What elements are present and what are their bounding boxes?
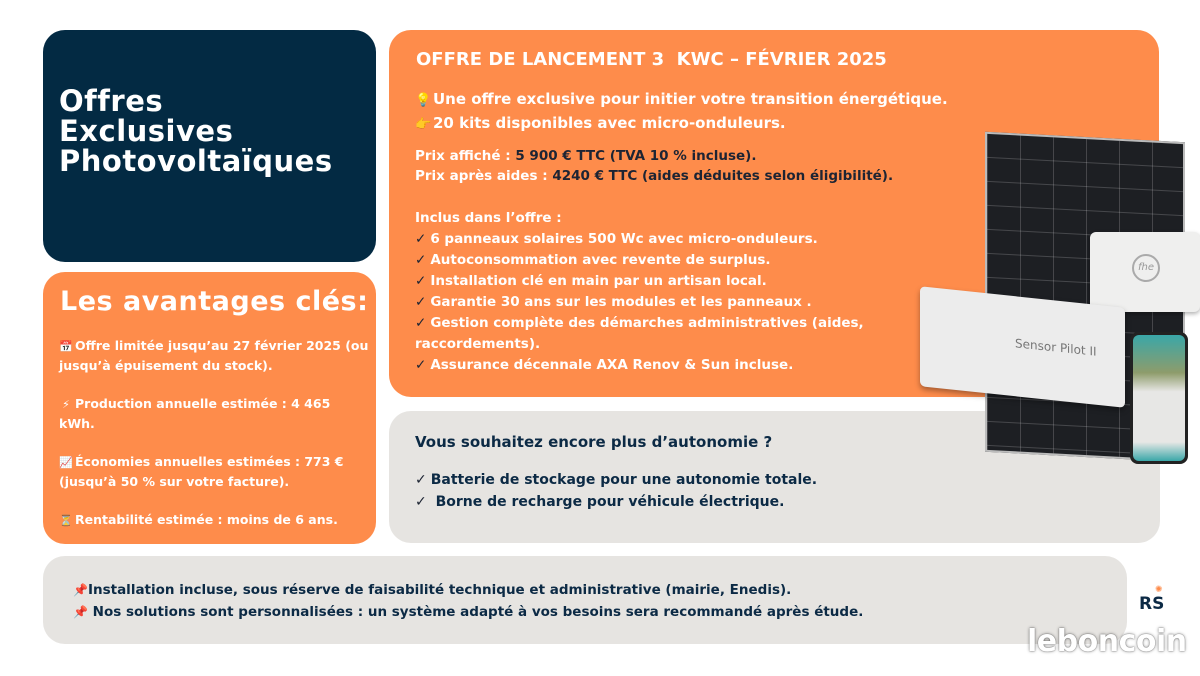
- checkmark-icon: ✓: [415, 273, 427, 289]
- advantage-item: [59, 510, 369, 530]
- included-heading: Inclus dans l’offre :: [415, 210, 562, 226]
- price-displayed: [415, 146, 893, 166]
- intro-text: 20 kits disponibles avec micro-onduleurs.: [433, 114, 786, 132]
- intro-line: [415, 88, 948, 112]
- note-item: [73, 601, 863, 623]
- included-item: [415, 250, 895, 271]
- offer-heading: OFFRE DE LANCEMENT 3 KWC – FÉVRIER 2025: [416, 49, 887, 70]
- calendar-icon: 📅: [59, 340, 73, 353]
- autonomy-item: [415, 491, 817, 513]
- included-item: [415, 355, 895, 376]
- included-item: [415, 229, 895, 250]
- page-title: [59, 86, 333, 176]
- sun-rays-icon: ✺: [1155, 585, 1163, 595]
- note-text: Installation incluse, sous réserve de faisabilité technique et administrative (mairie, Enedis).: [87, 582, 792, 598]
- pushpin-icon: 📌: [73, 583, 88, 597]
- checkmark-icon: ✓: [415, 472, 427, 488]
- included-item: [415, 271, 895, 292]
- included-text: Installation clé en main par un artisan local.: [430, 273, 767, 289]
- intro-line: [415, 112, 948, 136]
- title-line-1: Offres: [59, 84, 164, 118]
- price-after-aid: [415, 166, 893, 186]
- autonomy-question: Vous souhaitez encore plus d’autonomie ?: [415, 433, 773, 451]
- checkmark-icon: ✓: [415, 231, 427, 247]
- sensor-label: Sensor Pilot II: [1015, 336, 1097, 359]
- pointing-hand-icon: 👉: [415, 117, 432, 132]
- included-text: Assurance décennale AXA Renov & Sun incluse.: [430, 357, 794, 373]
- rs-logo: [1139, 585, 1165, 614]
- chart-increasing-icon: 📈: [59, 456, 73, 469]
- advantages-list: [59, 336, 369, 549]
- checkmark-icon: ✓: [415, 494, 427, 510]
- smartphone-app-image: [1130, 332, 1188, 464]
- advantage-item: [59, 452, 369, 491]
- included-text: Garantie 30 ans sur les modules et les panneaux .: [430, 294, 812, 310]
- hourglass-icon: ⏳: [59, 514, 73, 527]
- autonomy-list: [415, 469, 817, 513]
- brand-logo-icon: fhe: [1132, 254, 1160, 282]
- price-value: 5 900 € TTC (TVA 10 % incluse).: [515, 148, 757, 164]
- product-image: [915, 132, 1200, 467]
- micro-inverter-image: [1090, 232, 1200, 312]
- price-label: Prix affiché :: [415, 148, 516, 164]
- checkmark-icon: ✓: [415, 357, 427, 373]
- included-item: [415, 313, 895, 355]
- notes-list: [73, 579, 863, 623]
- advantage-text: Offre limitée jusqu’au 27 février 2025 (ou jusqu’à épuisement du stock).: [59, 338, 369, 373]
- intro-text: Une offre exclusive pour initier votre transition énergétique.: [433, 90, 948, 108]
- title-line-3: Photovoltaïques: [59, 144, 333, 178]
- advantages-heading: Les avantages clés:: [60, 286, 369, 317]
- included-item: [415, 292, 895, 313]
- included-text: Gestion complète des démarches administratives (aides, raccordements).: [415, 315, 864, 352]
- note-item: [73, 579, 863, 601]
- sensor-pilot-device-image: [920, 286, 1125, 408]
- included-list: [415, 208, 895, 376]
- advantage-text: Économies annuelles estimées : 773 € (jusqu’à 50 % sur votre facture).: [59, 454, 344, 489]
- advantage-item: [59, 336, 369, 375]
- light-bulb-icon: 💡: [415, 93, 432, 108]
- offer-intro: [415, 88, 948, 136]
- prices: [415, 146, 893, 186]
- price-label: Prix après aides :: [415, 168, 553, 184]
- checkmark-icon: ✓: [415, 315, 427, 331]
- checkmark-icon: ✓: [415, 294, 427, 310]
- note-text: Nos solutions sont personnalisées : un système adapté à vos besoins sera recommandé après étude.: [87, 604, 864, 620]
- phone-screen: [1133, 335, 1185, 461]
- advantage-item: [59, 394, 369, 433]
- notes-card: [43, 556, 1127, 644]
- autonomy-text: Batterie de stockage pour une autonomie totale.: [430, 472, 818, 488]
- checkmark-icon: ✓: [415, 252, 427, 268]
- pushpin-icon: 📌: [73, 605, 88, 619]
- advantages-card: [43, 272, 376, 544]
- title-card: [43, 30, 376, 262]
- lightning-icon: ⚡: [62, 398, 70, 411]
- autonomy-text: Borne de recharge pour véhicule électrique.: [430, 494, 785, 510]
- advantage-text: Production annuelle estimée : 4 465 kWh.: [59, 396, 331, 431]
- autonomy-item: [415, 469, 817, 491]
- rs-logo-text: RS: [1139, 594, 1165, 614]
- title-line-2: Exclusives: [59, 114, 234, 148]
- price-value: 4240 € TTC (aides déduites selon éligibilité).: [552, 168, 894, 184]
- leboncoin-watermark: leboncoin: [1027, 624, 1187, 659]
- included-text: 6 panneaux solaires 500 Wc avec micro-onduleurs.: [430, 231, 818, 247]
- included-text: Autoconsommation avec revente de surplus.: [430, 252, 771, 268]
- advantage-text: Rentabilité estimée : moins de 6 ans.: [75, 512, 338, 527]
